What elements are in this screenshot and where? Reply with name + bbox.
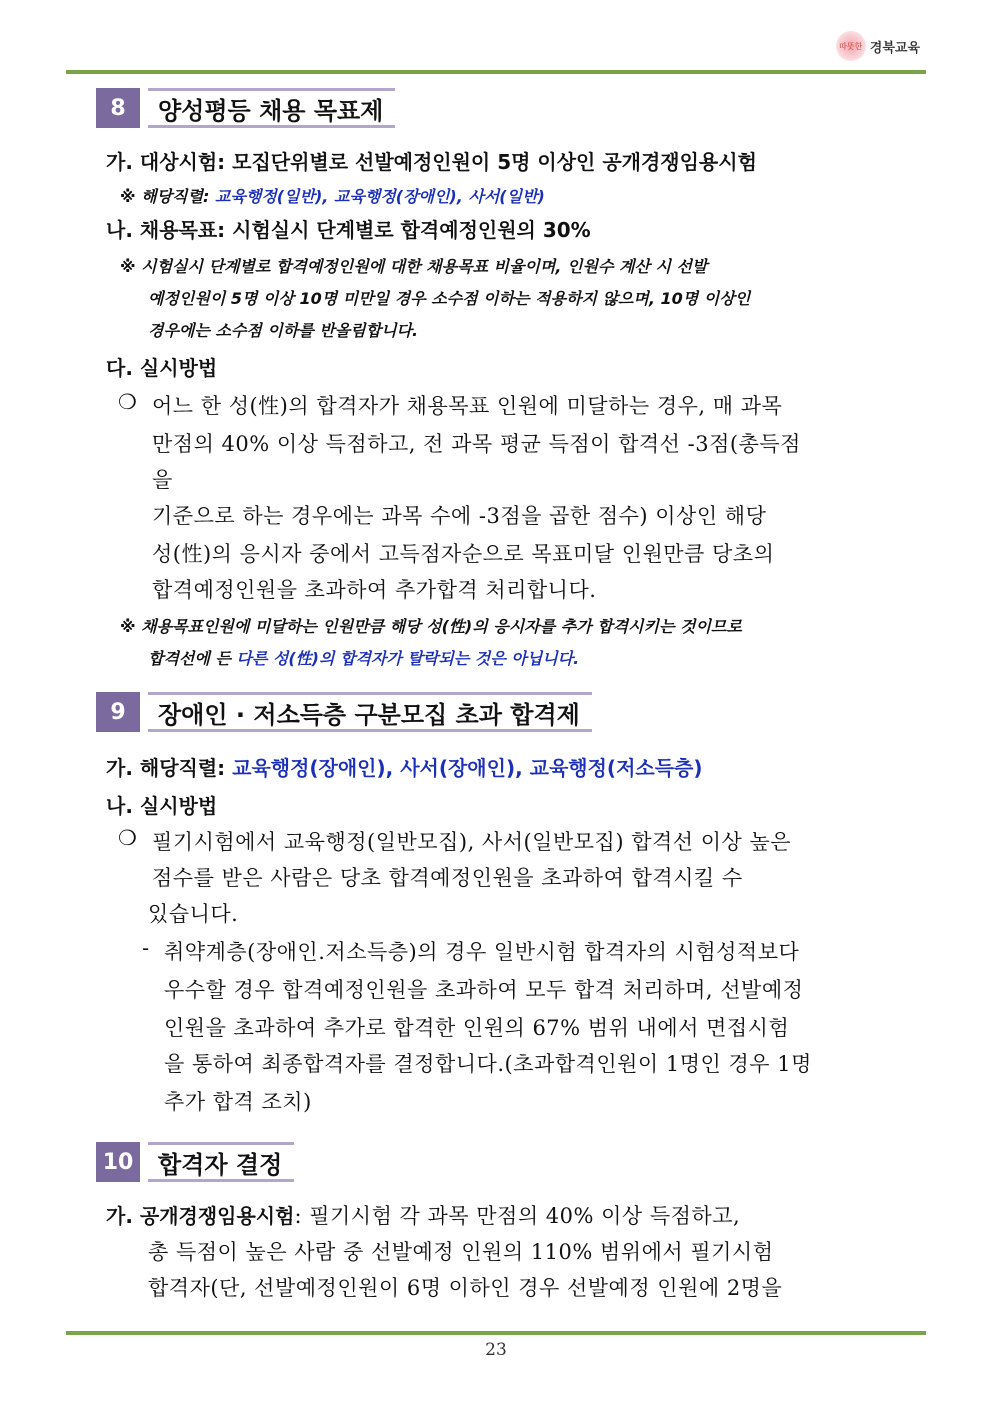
section-number: 9 — [96, 692, 140, 732]
s8-method-line-3: 을 — [152, 468, 173, 492]
footer-rule — [66, 1331, 926, 1335]
section-10-header — [96, 1142, 294, 1182]
section-number: 8 — [96, 88, 140, 128]
section-title-box — [148, 1142, 294, 1182]
s8-recruit-goal — [106, 214, 591, 243]
logo-mark-text: 따뜻한 — [839, 41, 863, 51]
s9-dash-line-5: 추가 합격 조치) — [164, 1090, 312, 1114]
s8-target-text: 모집단위별로 선발예정인원이 5명 이상인 공개경쟁임용시험 — [232, 150, 757, 174]
header-rule — [66, 70, 926, 74]
s8-goal-note-1: ※ 시험실시 단계별로 합격예정인원에 대한 채용목표 비율이며, 인원수 계산 시 선발 — [120, 257, 708, 276]
s8-note-value: 교육행정(일반), 교육행정(장애인), 사서(일반) — [214, 187, 545, 206]
s8-method-note-2 — [148, 646, 579, 669]
s9-job-series — [106, 752, 703, 781]
s9-line-3: 있습니다. — [148, 902, 239, 926]
section-number: 10 — [96, 1142, 140, 1182]
s9-line-2: 점수를 받은 사람은 당초 합격예정인원을 초과하여 합격시킬 수 — [152, 866, 743, 890]
s9-bullet: ❍ — [118, 826, 138, 850]
s8-method-note-1: ※ 채용목표인원에 미달하는 인원만큼 해당 성(性)의 응시자를 추가 합격시키는 것이므로 — [120, 617, 742, 636]
section-title: 양성평등 채용 목표제 — [158, 96, 384, 125]
logo-text: 경북교육 — [869, 40, 920, 56]
s8-target-label: 가. 대상시험: — [106, 150, 233, 174]
s8-method-line-6: 합격예정인원을 초과하여 추가합격 처리합니다. — [152, 578, 597, 602]
section-9-header — [96, 692, 592, 732]
section-title: 합격자 결정 — [158, 1150, 283, 1179]
s8-goal-label: 나. 채용목표: — [106, 218, 233, 242]
section-title-box — [148, 692, 592, 732]
s8-method-line-1: 어느 한 성(性)의 합격자가 채용목표 인원에 미달하는 경우, 매 과목 — [152, 394, 783, 418]
s9-method-label: 나. 실시방법 — [106, 794, 218, 818]
s8-goal-note-2: 예정인원이 5명 이상 10명 미만일 경우 소수점 이하는 적용하지 않으며, 10명 이상인 — [148, 289, 751, 308]
s8-target-exam — [106, 146, 757, 175]
s8-method-note-2a: 합격선에 든 — [148, 649, 237, 668]
section-title-box — [148, 88, 395, 128]
s10-label: 가. 공개경쟁임용시험 — [106, 1204, 295, 1228]
section-8-header — [96, 88, 395, 128]
s9-dash-line-2: 우수할 경우 합격예정인원을 초과하여 모두 합격 처리하며, 선발예정 — [164, 978, 804, 1002]
s8-method-line-4: 기준으로 하는 경우에는 과목 수에 -3점을 곱한 점수) 이상인 해당 — [152, 504, 767, 528]
s9-job-value: 교육행정(장애인), 사서(장애인), 교육행정(저소득층) — [232, 756, 703, 780]
s8-method-line-5: 성(性)의 응시자 중에서 고득점자순으로 목표미달 인원만큼 당초의 — [152, 542, 775, 566]
s10-text: 필기시험 각 과목 만점의 40% 이상 득점하고, — [309, 1204, 741, 1228]
s8-method-bullet: ❍ — [118, 390, 138, 414]
s10-open-exam — [106, 1200, 740, 1230]
page-number: 23 — [485, 1340, 507, 1360]
s9-line-1: 필기시험에서 교육행정(일반모집), 사서(일반모집) 합격선 이상 높은 — [152, 830, 792, 854]
s8-target-note — [120, 184, 545, 207]
s8-method-note-2b: 다른 성(性)의 합격자가 탈락되는 것은 아닙니다. — [236, 649, 580, 668]
section-title: 장애인 · 저소득층 구분모집 초과 합격제 — [158, 700, 580, 729]
s8-method-line-2: 만점의 40% 이상 득점하고, 전 과목 평균 득점이 합격선 -3점(총득점 — [152, 432, 801, 456]
s9-dash-line-1: 취약계층(장애인.저소득층)의 경우 일반시험 합격자의 시험성적보다 — [164, 940, 800, 964]
s8-goal-note-3: 경우에는 소수점 이하를 반올림합니다. — [148, 321, 419, 340]
s8-note-prefix: ※ 해당직렬: — [120, 187, 215, 206]
s9-dash: - — [142, 936, 150, 960]
s8-method-label: 다. 실시방법 — [106, 356, 218, 380]
s10-line-2: 합격자(단, 선발예정인원이 6명 이하인 경우 선발예정 인원에 2명을 — [148, 1276, 783, 1300]
s10-colon: : — [294, 1204, 310, 1228]
s9-dash-line-3: 인원을 초과하여 추가로 합격한 인원의 67% 범위 내에서 면접시험 — [164, 1016, 790, 1040]
header-logo — [836, 30, 920, 62]
s8-goal-text: 시험실시 단계별로 합격예정인원의 30% — [232, 218, 591, 242]
s9-dash-line-4: 을 통하여 최종합격자를 결정합니다.(초과합격인원이 1명인 경우 1명 — [164, 1052, 812, 1076]
s9-job-label: 가. 해당직렬: — [106, 756, 233, 780]
logo-emblem-icon — [836, 31, 866, 61]
s10-line-1: 총 득점이 높은 사람 중 선발예정 인원의 110% 범위에서 필기시험 — [148, 1240, 774, 1264]
